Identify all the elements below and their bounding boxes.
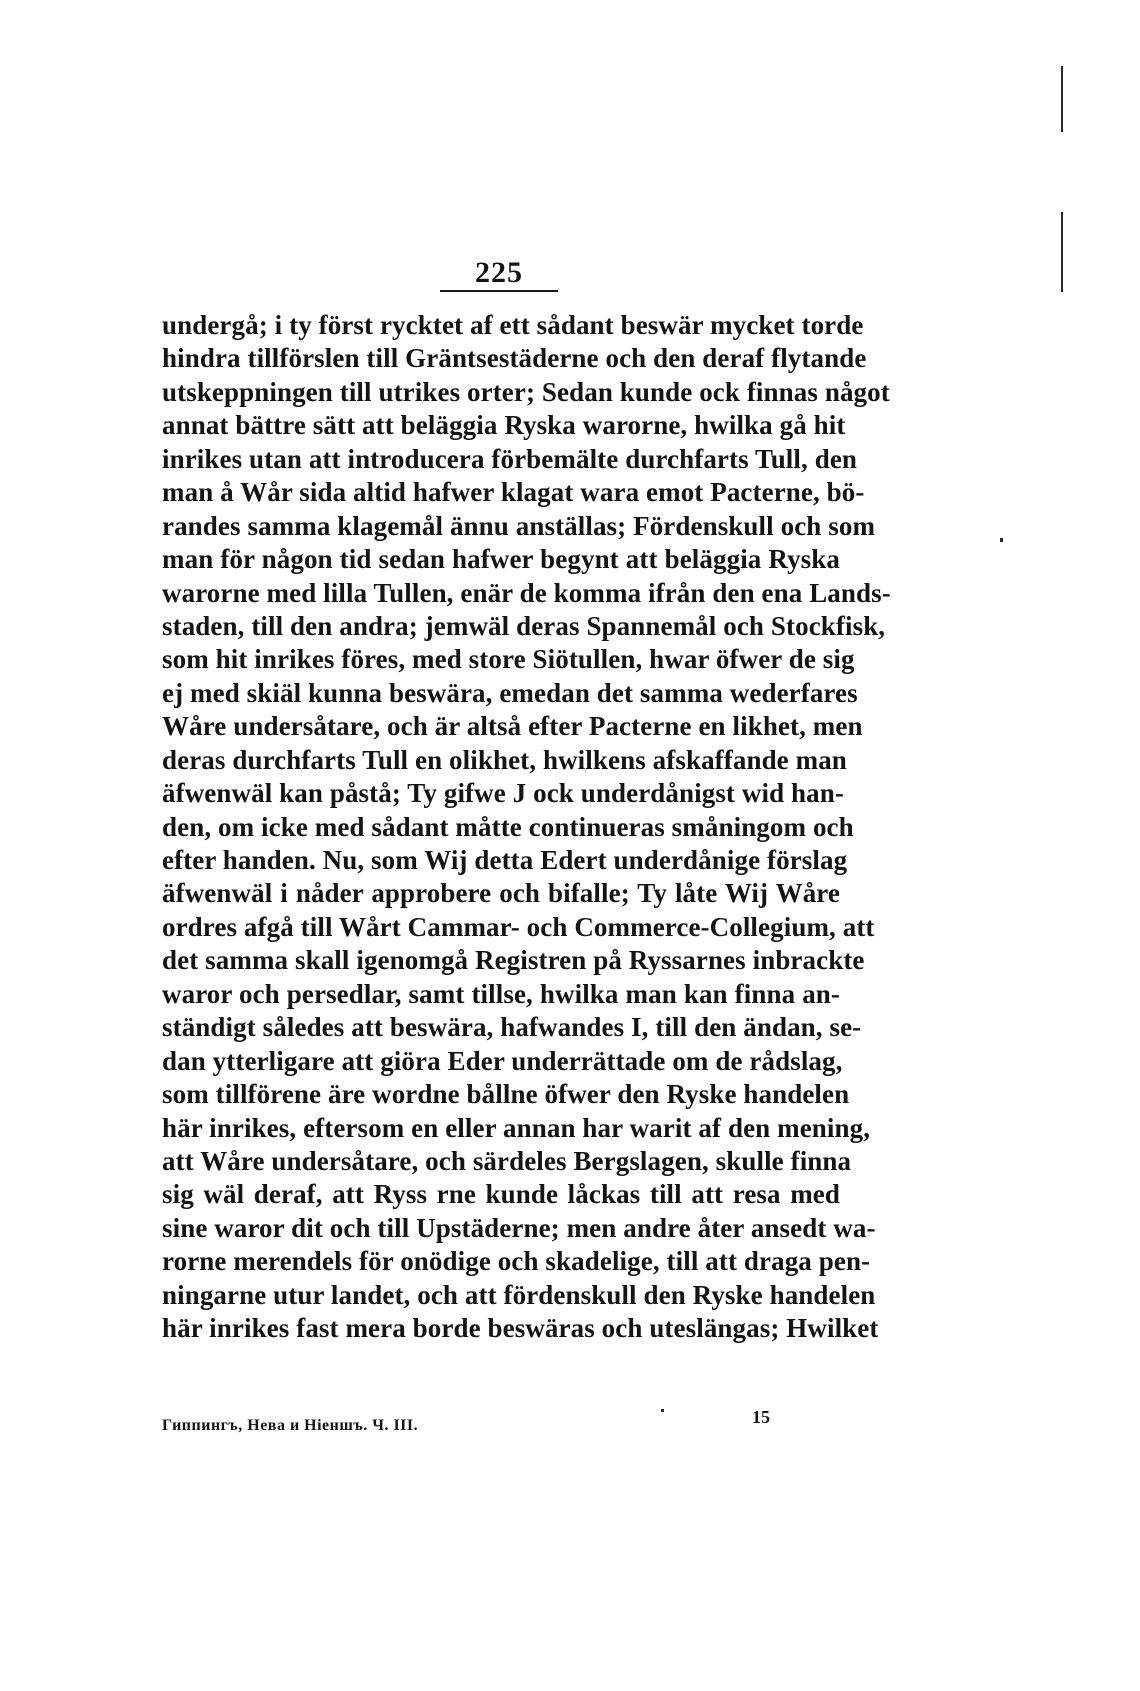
text-line: staden, till den andra; jemwäl deras Spannemål och Stockfisk, <box>162 610 886 641</box>
text-line: man å Wår sida altid hafwer klagat wara emot Pacterne, bö- <box>162 477 865 508</box>
text-line: som tillförene äre wordne bållne öfwer den Ryske handelen <box>162 1079 850 1110</box>
text-line: sine waror dit och till Upstäderne; men andre åter ansedt wa- <box>162 1212 876 1243</box>
text-line: annat bättre sätt att beläggia Ryska warorne, hwilka gå hit <box>162 410 846 441</box>
text-line: ordres afgå till Wårt Cammar- och Commerce-Collegium, att <box>162 911 875 942</box>
scan-dust-mark <box>661 1409 664 1412</box>
text-line: waror och persedlar, samt tillse, hwilka man kan finna an- <box>162 978 840 1009</box>
footer-signature: Гиппингъ, Нева и Ніеншъ. Ч. III. <box>162 1417 419 1434</box>
text-line: hindra tillförslen till Gräntsestäderne och den deraf flytande <box>162 343 867 374</box>
text-line: den, om icke med sådant måtte continueras småningom och <box>162 811 854 842</box>
text-line: man för någon tid sedan hafwer begynt att beläggia Ryska <box>162 544 840 575</box>
text-line: dan ytterligare att giöra Eder underrättade om de rådslag, <box>162 1045 843 1076</box>
scan-dust-mark <box>1000 538 1003 542</box>
text-line: deras durchfarts Tull en olikhet, hwilkens afskaffande man <box>162 744 847 775</box>
text-line: warorne med lilla Tullen, enär de komma ifrån den ena Lands- <box>162 577 891 608</box>
text-line: äfwenwäl kan påstå; Ty gifwe J ock underdånigst wid han- <box>162 778 844 809</box>
scan-edge-mark <box>1061 212 1063 292</box>
text-line: sig wäl deraf, att Ryss rne kunde låckas till att resa med <box>162 1179 840 1210</box>
page-number: 225 <box>475 256 523 289</box>
text-line: ständigt således att beswära, hafwandes I, till den ändan, se- <box>162 1012 862 1043</box>
text-line: här inrikes fast mera borde beswäras och uteslängas; Hwilket <box>162 1313 879 1344</box>
header-rule <box>440 290 558 292</box>
body-text <box>162 309 891 1346</box>
text-line: inrikes utan att introducera förbemälte durchfarts Tull, den <box>162 443 858 474</box>
text-line: ningarne utur landet, och att fördenskull den Ryske handelen <box>162 1279 876 1310</box>
text-line: att Wåre undersåtare, och särdeles Bergslagen, skulle finna <box>162 1145 852 1176</box>
text-line: det samma skall igenomgå Registren på Ryssarnes inbrackte <box>162 945 865 976</box>
text-line: ej med skiäl kunna beswära, emedan det samma wederfares <box>162 677 858 708</box>
text-line: här inrikes, eftersom en eller annan har warit af den mening, <box>162 1112 871 1143</box>
text-line: rorne merendels för onödige och skadelige, till att draga pen- <box>162 1246 871 1277</box>
text-line: Wåre undersåtare, och är altså efter Pacterne en likhet, men <box>162 711 863 742</box>
text-line: efter handen. Nu, som Wij detta Edert underdånige förslag <box>162 845 848 875</box>
sheet-number: 15 <box>752 1407 770 1427</box>
text-line: utskeppningen till utrikes orter; Sedan kunde ock finnas något <box>162 376 890 407</box>
text-line: undergå; i ty först rycktet af ett sådant beswär mycket torde <box>162 310 864 340</box>
text-line: som hit inrikes föres, med store Siötullen, hwar öfwer de sig <box>162 644 855 675</box>
text-line: randes samma klagemål ännu anställas; Fördenskull och som <box>162 510 876 541</box>
text-line: äfwenwäl i nåder approbere och bifalle; Ty låte Wij Wåre <box>162 878 840 909</box>
scan-edge-mark <box>1061 66 1063 132</box>
